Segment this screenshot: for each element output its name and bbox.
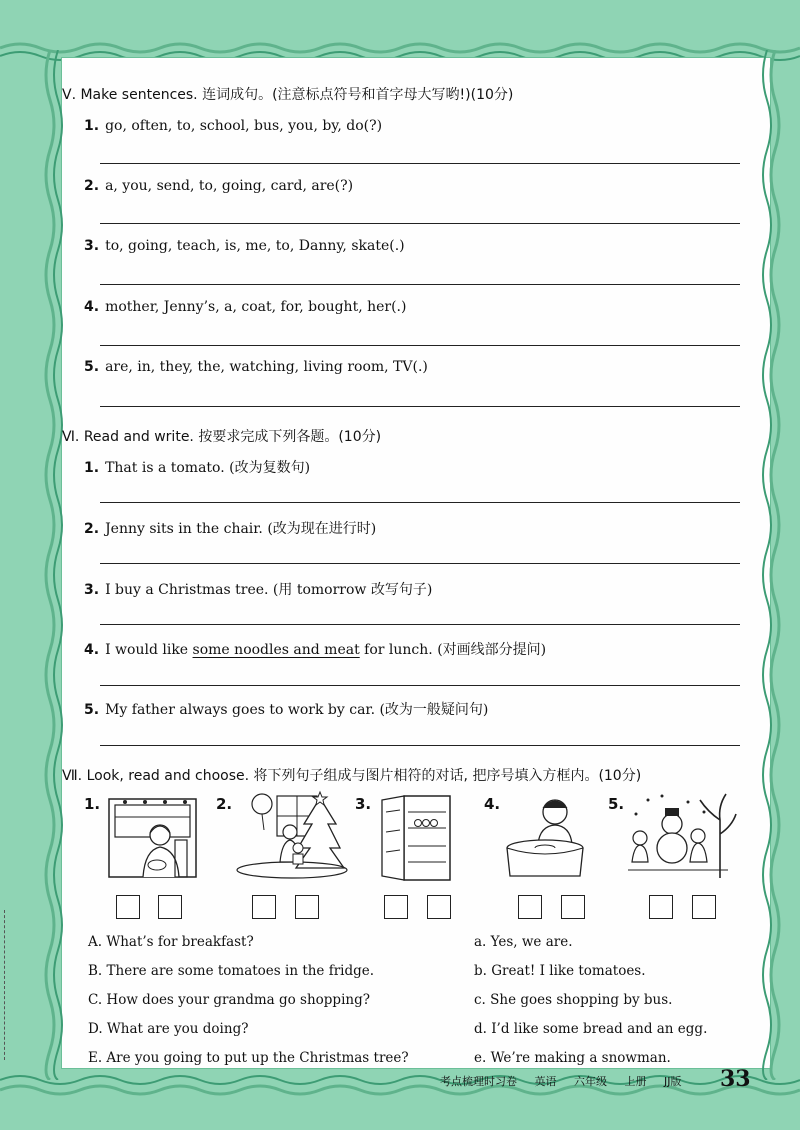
page-number: 33 (720, 1066, 751, 1092)
s6-question-5 (84, 699, 488, 719)
answer-box-5b[interactable] (692, 895, 716, 919)
answer-box-4a[interactable] (518, 895, 542, 919)
s5-answer-line-5[interactable] (100, 406, 740, 407)
boy-at-breakfast-icon (500, 792, 590, 882)
question-number: 4. (84, 642, 100, 658)
s6-answer-line-4[interactable] (100, 685, 740, 686)
option-a: a. Yes, we are. (474, 934, 573, 950)
picture-number-1: 1. (84, 795, 101, 813)
grandma-on-bus-icon (105, 795, 200, 880)
question-text: a, you, send, to, going, card, are(?) (105, 178, 354, 194)
footer-volume: 上册 (624, 1075, 647, 1088)
question-text: go, often, to, school, bus, you, by, do(?) (105, 118, 383, 134)
question-number: 4. (84, 299, 100, 315)
question-text: mother, Jenny’s, a, coat, for, bought, her(.) (105, 299, 407, 315)
question-number: 3. (84, 582, 100, 598)
s6-answer-line-2[interactable] (100, 563, 740, 564)
footer-book-title: 考点梳理时习卷 (440, 1075, 517, 1088)
s5-question-4 (84, 299, 406, 315)
answer-box-2b[interactable] (295, 895, 319, 919)
fridge-icon (378, 792, 453, 884)
footer-edition: JJ版 (664, 1075, 682, 1088)
question-text: I would like (105, 642, 193, 658)
answer-box-4b[interactable] (561, 895, 585, 919)
question-number: 2. (84, 178, 100, 194)
s6-answer-line-1[interactable] (100, 502, 740, 503)
option-C: C. How does your grandma go shopping? (88, 992, 370, 1008)
section-6-title: Ⅵ. Read and write. 按要求完成下列各题。(10分) (62, 429, 382, 445)
s5-answer-line-4[interactable] (100, 345, 740, 346)
snowman-icon (628, 790, 738, 882)
question-text: That is a tomato. (改为复数句) (105, 460, 311, 476)
footer-grade: 六年级 (574, 1075, 607, 1088)
footer-subject: 英语 (534, 1075, 557, 1088)
s6-question-3 (84, 579, 432, 599)
picture-number-2: 2. (216, 795, 233, 813)
option-A: A. What’s for breakfast? (88, 934, 254, 950)
s5-answer-line-3[interactable] (100, 284, 740, 285)
answer-box-3b[interactable] (427, 895, 451, 919)
question-number: 5. (84, 702, 100, 718)
s5-answer-line-1[interactable] (100, 163, 740, 164)
option-E: E. Are you going to put up the Christmas tree? (88, 1050, 409, 1066)
question-text: for lunch. (对画线部分提问) (359, 642, 547, 658)
question-number: 3. (84, 238, 100, 254)
question-text: I buy a Christmas tree. (用 tomorrow 改写句子) (105, 582, 433, 598)
question-number: 1. (84, 460, 100, 476)
s6-question-4 (84, 639, 546, 659)
option-e: e. We’re making a snowman. (474, 1050, 671, 1066)
s5-question-3 (84, 238, 405, 254)
answer-box-1a[interactable] (116, 895, 140, 919)
answer-box-5a[interactable] (649, 895, 673, 919)
s5-answer-line-2[interactable] (100, 223, 740, 224)
s6-question-2 (84, 518, 376, 538)
question-number: 2. (84, 521, 100, 537)
question-number: 5. (84, 359, 100, 375)
option-c: c. She goes shopping by bus. (474, 992, 673, 1008)
picture-number-3: 3. (355, 795, 372, 813)
s5-question-5 (84, 359, 428, 375)
answer-box-3a[interactable] (384, 895, 408, 919)
option-d: d. I’d like some bread and an egg. (474, 1021, 708, 1037)
s5-question-2 (84, 178, 353, 194)
option-B: B. There are some tomatoes in the fridge. (88, 963, 375, 979)
christmas-tree-icon (232, 790, 352, 880)
s6-question-1 (84, 457, 310, 477)
question-text: to, going, teach, is, me, to, Danny, skate(.) (105, 238, 405, 254)
section-5-title: Ⅴ. Make sentences. 连词成句。(注意标点符号和首字母大写哟!)(10分) (62, 87, 514, 103)
s5-question-1 (84, 118, 382, 134)
question-text: are, in, they, the, watching, living room, TV(.) (105, 359, 428, 375)
question-number: 1. (84, 118, 100, 134)
question-text: Jenny sits in the chair. (改为现在进行时) (105, 521, 377, 537)
page-footer (440, 1073, 696, 1089)
question-text: My father always goes to work by car. (改为一般疑问句) (105, 702, 489, 718)
answer-box-2a[interactable] (252, 895, 276, 919)
option-b: b. Great! I like tomatoes. (474, 963, 646, 979)
picture-number-5: 5. (608, 795, 625, 813)
section-7-title: Ⅶ. Look, read and choose. 将下列句子组成与图片相符的对话, 把序号填入方框内。(10分) (62, 768, 642, 784)
option-D: D. What are you doing? (88, 1021, 249, 1037)
answer-box-1b[interactable] (158, 895, 182, 919)
s6-answer-line-3[interactable] (100, 624, 740, 625)
picture-number-4: 4. (484, 795, 501, 813)
s6-answer-line-5[interactable] (100, 745, 740, 746)
underlined-phrase: some noodles and meat (192, 642, 360, 658)
